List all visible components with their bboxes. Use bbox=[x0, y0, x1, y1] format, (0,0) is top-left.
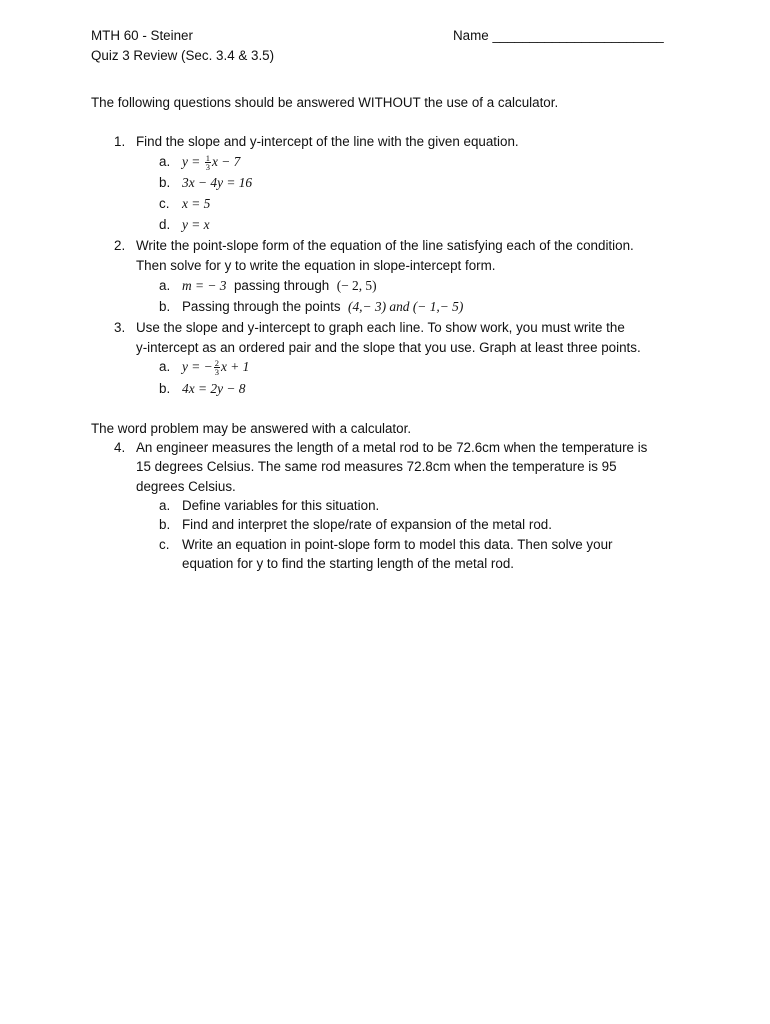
question-number: 4. bbox=[114, 440, 126, 455]
part-2a: m = − 3 passing through (− 2, 5) bbox=[182, 278, 377, 293]
question-text-line-3: degrees Celsius. bbox=[136, 479, 236, 494]
equation-3a: y = − $\frac{2}{3}$ x + 1 bbox=[182, 358, 250, 378]
question-text: Find the slope and y-intercept of the line with the given equation. bbox=[136, 134, 519, 149]
part-label: c. bbox=[159, 196, 170, 211]
part-4c-text-line-2: equation for y to find the starting length of the metal rod. bbox=[182, 556, 514, 571]
calculator-instruction: The word problem may be answered with a calculator. bbox=[91, 421, 412, 436]
question-text-line-1: Write the point-slope form of the equation of the line satisfying each of the condition. bbox=[136, 238, 634, 253]
part-label: b. bbox=[159, 175, 171, 190]
no-calculator-instruction: The following questions should be answered WITHOUT the use of a calculator. bbox=[91, 95, 559, 110]
part-label: a. bbox=[159, 498, 171, 513]
part-label: a. bbox=[159, 154, 171, 169]
question-number: 3. bbox=[114, 320, 126, 335]
question-text-line-1: Use the slope and y-intercept to graph each line. To show work, you must write the bbox=[136, 320, 625, 335]
course-title: MTH 60 - Steiner bbox=[91, 28, 193, 43]
equation-1a: y = $\frac{1}{3}$ x − 7 bbox=[182, 153, 241, 173]
equation-1b: 3x − 4y = 16 bbox=[182, 175, 253, 190]
part-label: b. bbox=[159, 381, 171, 396]
equation-3b: 4x = 2y − 8 bbox=[182, 381, 246, 396]
question-text-line-2: 15 degrees Celsius. The same rod measures 72.8cm when the temperature is 95 bbox=[136, 459, 617, 474]
equation-1c: x = 5 bbox=[182, 196, 211, 211]
fraction: $\frac{1}{3}$ bbox=[205, 153, 210, 173]
question-number: 2. bbox=[114, 238, 126, 253]
part-4b-text: Find and interpret the slope/rate of expansion of the metal rod. bbox=[182, 517, 552, 532]
part-label: a. bbox=[159, 359, 171, 374]
question-text-line-2: Then solve for y to write the equation in slope-intercept form. bbox=[136, 258, 496, 273]
part-label: d. bbox=[159, 217, 171, 232]
fraction: $\frac{2}{3}$ bbox=[214, 358, 219, 378]
part-label: c. bbox=[159, 537, 170, 552]
part-label: b. bbox=[159, 299, 171, 314]
question-number: 1. bbox=[114, 134, 126, 149]
name-field-label: Name _______________________ bbox=[453, 28, 664, 43]
equation-1d: y = x bbox=[182, 217, 210, 232]
question-text-line-2: y-intercept as an ordered pair and the slope that you use. Graph at least three points. bbox=[136, 340, 641, 355]
question-text-line-1: An engineer measures the length of a metal rod to be 72.6cm when the temperature is bbox=[136, 440, 648, 455]
part-label: b. bbox=[159, 517, 171, 532]
quiz-title: Quiz 3 Review (Sec. 3.4 & 3.5) bbox=[91, 48, 275, 63]
part-label: a. bbox=[159, 278, 171, 293]
part-4c-text-line-1: Write an equation in point-slope form to model this data. Then solve your bbox=[182, 537, 613, 552]
part-2b: Passing through the points (4,− 3) and (− 1,− 5) bbox=[182, 299, 464, 314]
part-4a-text: Define variables for this situation. bbox=[182, 498, 380, 513]
